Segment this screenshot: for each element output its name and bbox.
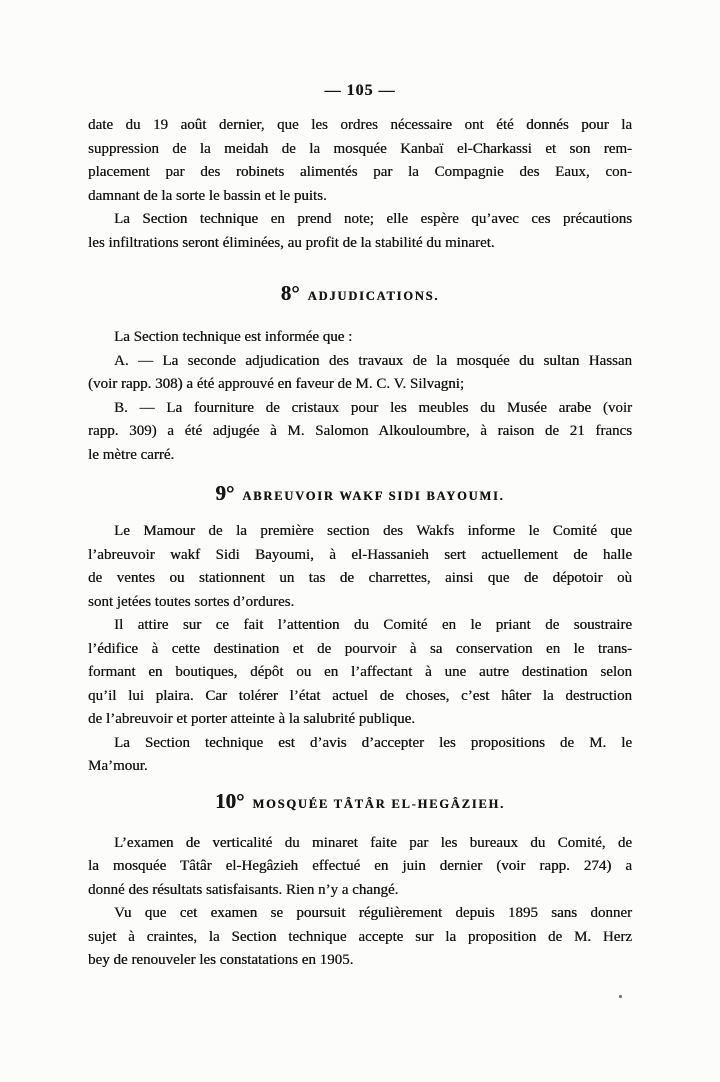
text-line: Le Mamour de la première section des Wakfs informe le Comité que <box>114 523 632 539</box>
section-title: ABREUVOIR WAKF SIDI BAYOUMI. <box>242 489 505 503</box>
paragraph <box>88 326 632 350</box>
text-line: La Section technique est informée que : <box>114 329 353 345</box>
section-heading <box>88 789 632 816</box>
text-line: le mètre carré. <box>88 446 175 463</box>
text-line: sont jetées toutes sortes d’ordures. <box>88 593 295 610</box>
text-line: La Section technique en prend note; elle espère qu’avec ces précautions <box>114 211 632 227</box>
section-number: 10° <box>215 788 245 813</box>
text-line: bey de renouveler les constatations en 1905. <box>88 952 354 968</box>
text-line: formant en boutiques, dépôt ou en l’affectant à une autre destination selon <box>88 664 632 680</box>
text-line: B. — La fourniture de cristaux pour les meubles du Musée arabe (voir <box>114 399 632 416</box>
text-line: l’édifice à cette destination et de pourvoir à sa conservation en le trans- <box>88 640 632 657</box>
scan-speck <box>619 995 622 998</box>
text-line: l’abreuvoir wakf Sidi Bayoumi, à el-Hassanieh sert actuellement de halle <box>88 546 632 563</box>
text-line: Ma’mour. <box>88 758 148 774</box>
text-line: suppression de la meidah de la mosquée Kanbaï el-Charkassi et son rem- <box>88 140 632 157</box>
page-number: — 105 — <box>324 82 396 99</box>
paragraph <box>88 732 632 779</box>
section-title: MOSQUÉE TÂTÂR EL-HEGÂZIEH. <box>252 796 505 811</box>
text-line: L’examen de verticalité du minaret faite par les bureaux du Comité, de <box>114 834 632 851</box>
text-line: de l’abreuvoir et porter atteinte à la salubrité publique. <box>88 711 415 727</box>
text-line: placement par des robinets alimentés par la Compagnie des Eaux, con- <box>88 164 632 180</box>
text-line: donné des résultats satisfaisants. Rien n’y a changé. <box>88 881 399 898</box>
section-heading <box>88 281 632 308</box>
paragraph <box>88 614 632 732</box>
section-number: 9° <box>215 481 235 505</box>
paragraph <box>88 520 632 614</box>
paragraph <box>88 397 632 468</box>
text-line: la mosquée Tâtâr el-Hegâzieh effectué en juin dernier (voir rapp. 274) a <box>88 858 632 874</box>
page-body <box>88 114 632 973</box>
text-line: de ventes ou stationnent un tas de charrettes, ainsi que de dépotoir où <box>88 570 632 586</box>
paragraph <box>88 832 632 903</box>
text-line: qu’il lui plaira. Car tolérer l’état actuel de choses, c’est hâter la destruction <box>88 687 632 704</box>
text-line: La Section technique est d’avis d’accepter les propositions de M. le <box>114 734 632 751</box>
text-line: Vu que cet examen se poursuit régulièrement depuis 1895 sans donner <box>114 905 632 921</box>
paragraph <box>88 208 632 255</box>
text-line: A. — La seconde adjudication des travaux de la mosquée du sultan Hassan <box>114 352 632 369</box>
section-heading <box>88 481 632 508</box>
text-line: damnant de la sorte le bassin et le puits. <box>88 187 327 204</box>
section-title: ADJUDICATIONS. <box>307 289 440 303</box>
paragraph <box>88 902 632 973</box>
text-line: sujet à craintes, la Section technique accepte sur la proposition de M. Herz <box>88 928 632 945</box>
text-line: date du 19 août dernier, que les ordres nécessaire ont été donnés pour la <box>88 117 632 133</box>
paragraph <box>88 350 632 397</box>
section-number: 8° <box>280 281 300 305</box>
text-line: (voir rapp. 308) a été approuvé en faveur de M. C. V. Silvagni; <box>88 376 465 392</box>
text-line: Il attire sur ce fait l’attention du Comité en le priant de soustraire <box>114 617 632 633</box>
text-line: les infiltrations seront éliminées, au profit de la stabilité du minaret. <box>88 234 495 251</box>
paragraph <box>88 114 632 208</box>
text-line: rapp. 309) a été adjugée à M. Salomon Alkouloumbre, à raison de 21 francs <box>88 423 632 439</box>
